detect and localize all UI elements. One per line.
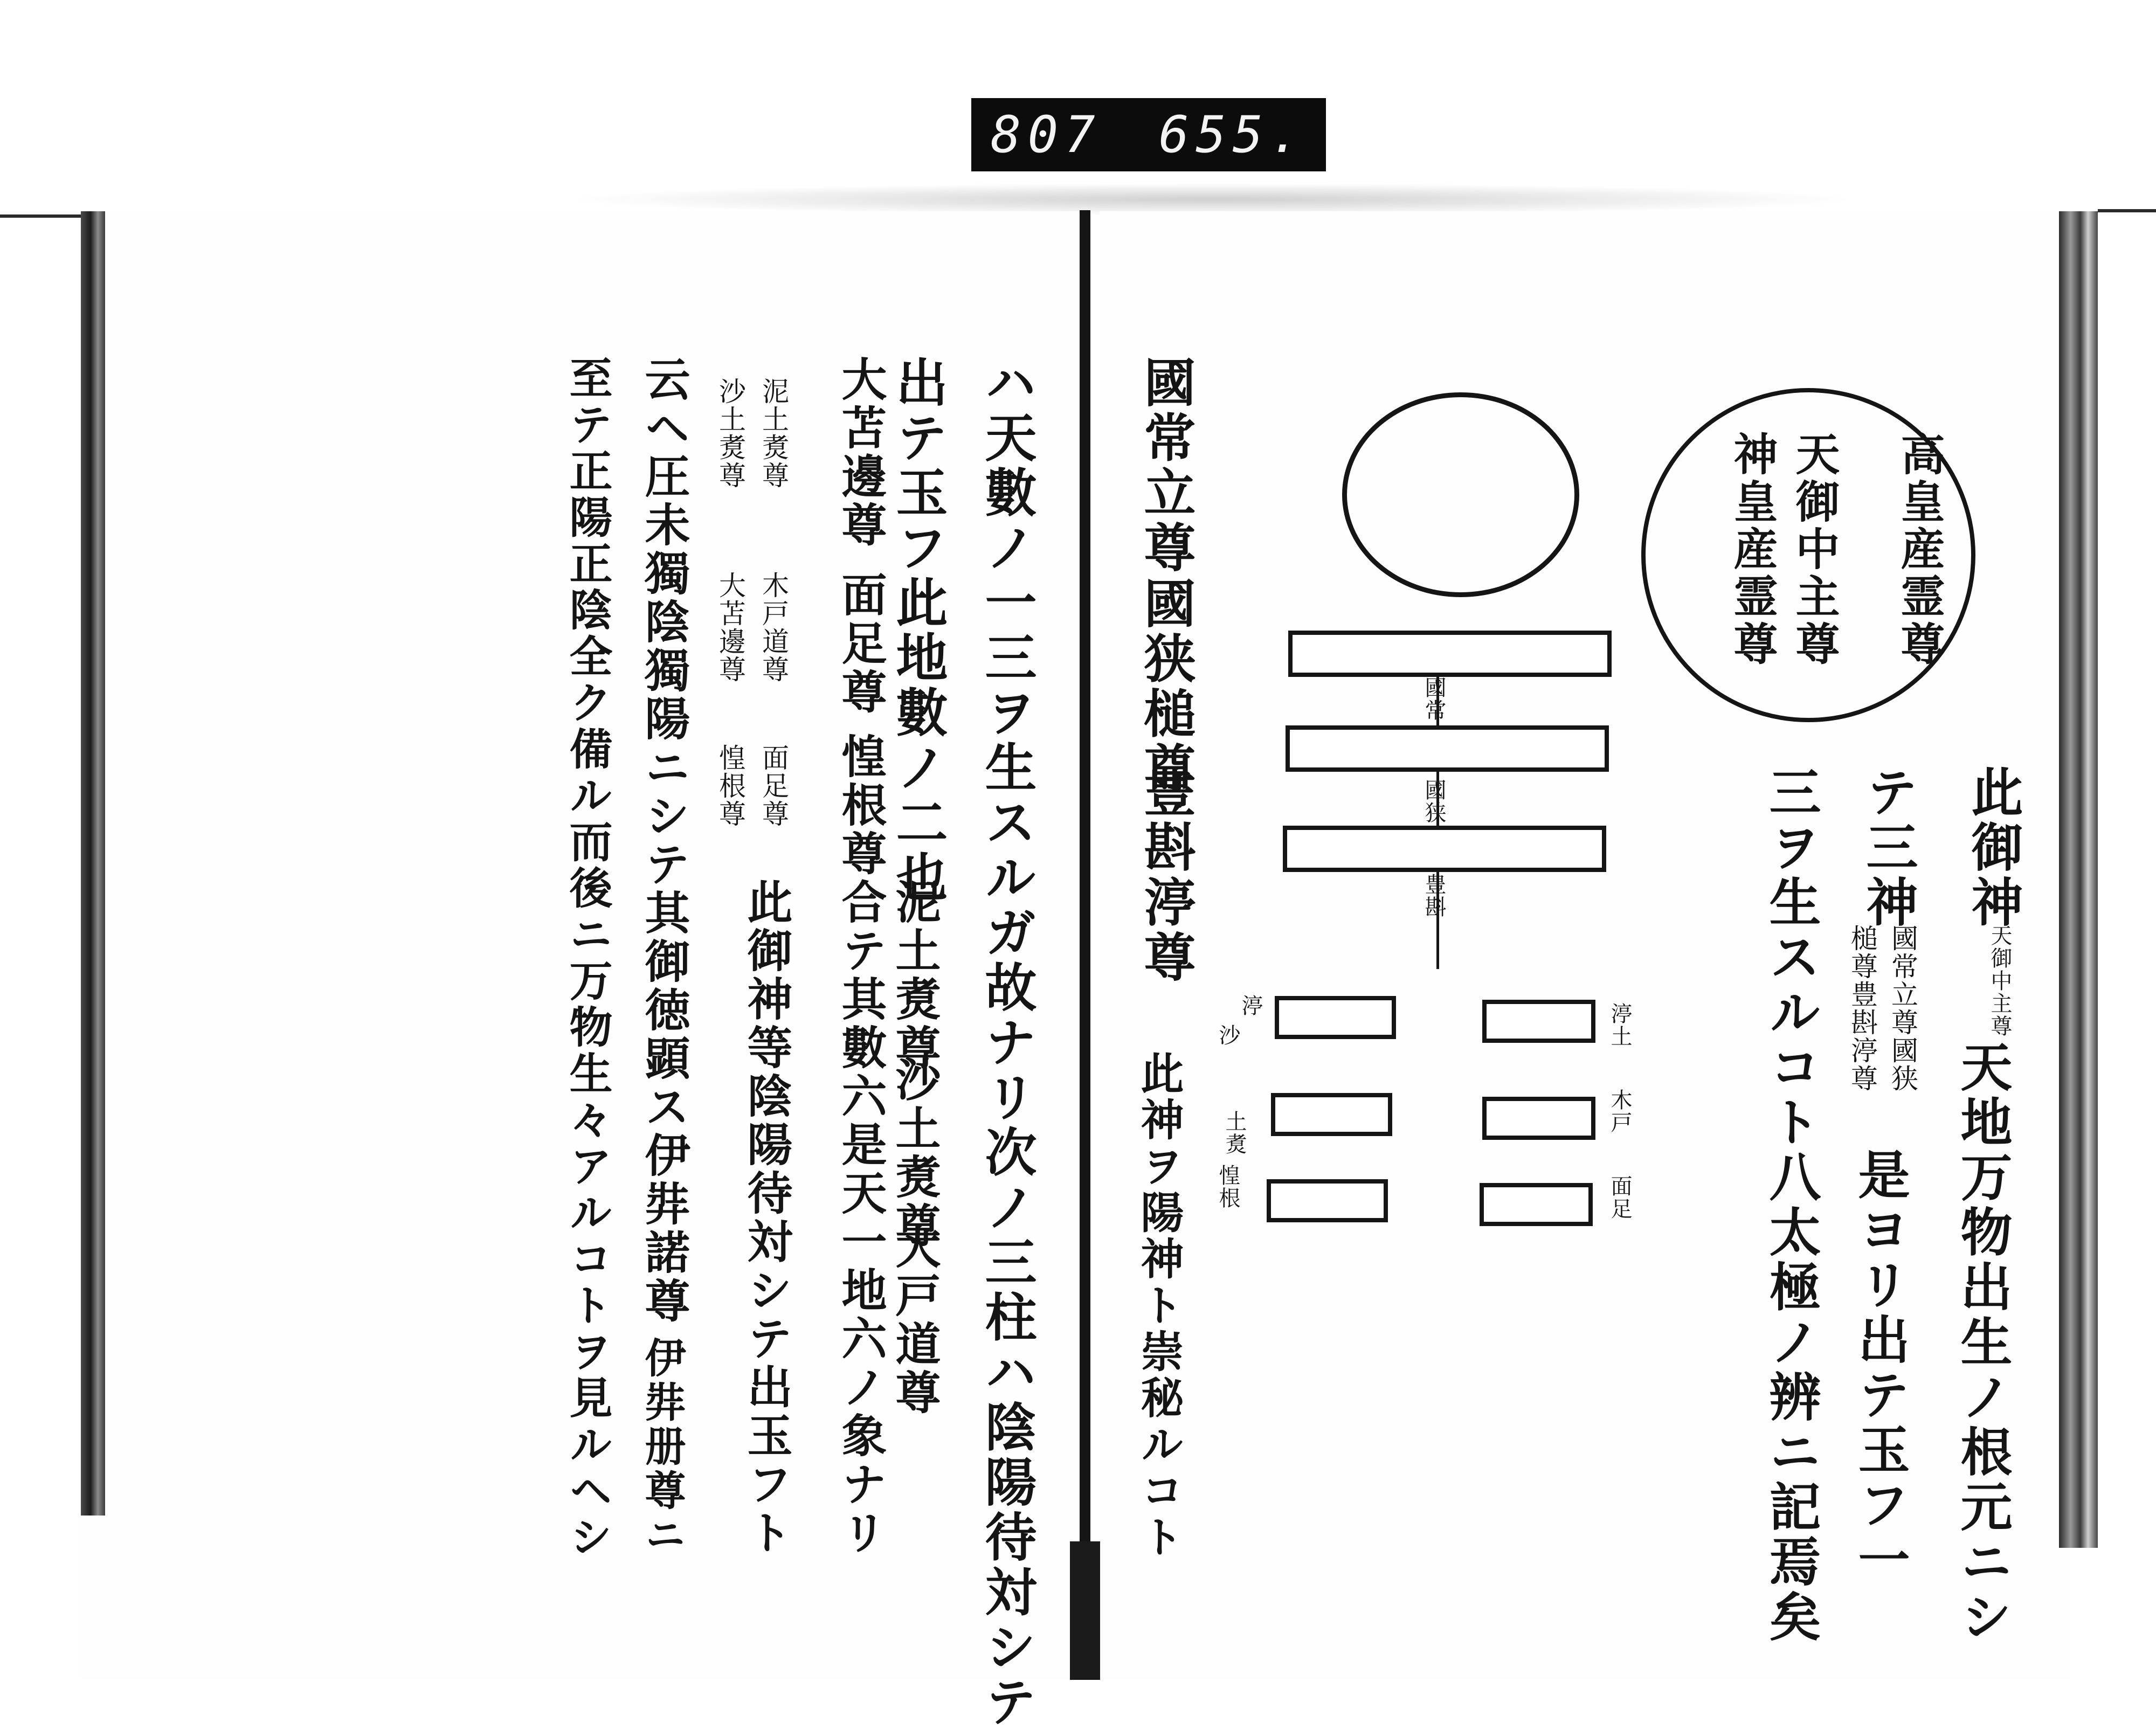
middle-text-col2: 此神ヲ陽神ト崇秘ルコト xyxy=(1134,1051,1184,1561)
right-text-line1: 此御神 xyxy=(1963,765,2024,930)
small-box-label-l1: 渟 xyxy=(1238,994,1263,1017)
binding-shadow xyxy=(566,183,1860,216)
left-text-c4c: 木戸道尊 xyxy=(758,571,789,683)
small-box-label-r2: 木戸 xyxy=(1607,1089,1632,1134)
book-spine xyxy=(1080,210,1090,1680)
great-circle-symbol xyxy=(1342,392,1579,597)
right-edge-line xyxy=(2098,209,2156,212)
small-box-r3 xyxy=(1480,1183,1593,1226)
left-text-c5: 此御神等陰陽待対シテ出玉フト xyxy=(740,878,793,1558)
left-book-edge xyxy=(81,211,105,1516)
small-box-l2 xyxy=(1271,1093,1392,1136)
left-text-c2: 出テ玉フ此地數ノ二也 xyxy=(888,356,949,905)
left-text-c4e: 面足尊 xyxy=(758,744,789,828)
left-text-c7: 至テ正陽正陰全ク備ル而後ニ万物生々アルコトヲ見ルヘシ xyxy=(562,356,613,1561)
circle-name-1: 高皇産霊尊 xyxy=(1894,431,1945,668)
right-text-line1-cont: 天地万物出生ノ根元ニシ xyxy=(1952,1040,2013,1645)
left-text-c3d: 泥土煑尊 xyxy=(888,878,942,1072)
left-text-c3b: 面足尊 xyxy=(834,571,888,717)
right-text-line3: 三ヲ生スルコト八太極ノ辨ニ記焉矣 xyxy=(1761,765,1822,1645)
spine-shadow xyxy=(1070,1541,1100,1680)
left-text-c3: 大苫邊尊 xyxy=(834,356,888,550)
right-text-line2-note-a: 國常立尊國狭 xyxy=(1887,924,1918,1092)
left-text-c6b: 伊弉册尊ニ xyxy=(638,1337,686,1558)
middle-text-col1: 國常立尊 xyxy=(1136,356,1197,576)
right-text-line2: テ三神 xyxy=(1858,765,1919,930)
left-edge-line xyxy=(0,214,81,218)
circle-name-3: 神皇産霊尊 xyxy=(1726,431,1778,668)
bar-label-3: 豊斟 xyxy=(1421,873,1446,918)
left-text-c3f: 大戸道尊 xyxy=(888,1223,942,1417)
left-text-c6: 云ヘ圧未獨陰獨陽ニシテ其御徳顕ス伊弉諾尊 xyxy=(638,356,691,1326)
circle-name-2: 天御中主尊 xyxy=(1788,431,1840,668)
middle-text-col1b: 國狭槌尊 xyxy=(1136,577,1197,797)
small-box-label-r1: 渟土 xyxy=(1607,1002,1632,1048)
trigram-bar-3 xyxy=(1283,826,1606,872)
trigram-bar-1 xyxy=(1288,631,1612,677)
small-box-l3 xyxy=(1267,1179,1388,1222)
right-text-line1-note: 天御中主尊 xyxy=(1987,924,2012,1037)
bar-label-2: 國狭 xyxy=(1421,779,1446,824)
trigram-bar-2 xyxy=(1286,725,1609,772)
middle-text-col1c: 豊斟渟尊 xyxy=(1136,765,1197,985)
bar-label-1: 國常 xyxy=(1421,676,1446,722)
left-text-c3e: 沙土煑尊 xyxy=(888,1056,942,1250)
small-box-label-l2: 土煑 xyxy=(1222,1110,1247,1155)
frame-number-left: 807 xyxy=(991,105,1102,164)
left-text-c4f: 惶根尊 xyxy=(715,744,746,828)
small-box-r2 xyxy=(1482,1097,1595,1140)
right-book-edge xyxy=(2059,211,2098,1548)
small-box-l1 xyxy=(1275,996,1396,1039)
left-text-c4a: 泥土煑尊 xyxy=(758,377,789,489)
left-text-c4b: 沙土煑尊 xyxy=(715,377,746,489)
left-text-c4d: 大苫邊尊 xyxy=(715,571,746,683)
right-text-line2-note-b: 槌尊豊斟渟尊 xyxy=(1847,924,1878,1092)
small-box-label-r3: 面足 xyxy=(1607,1175,1632,1220)
right-text-line2-cont: 是ヨリ出テ玉フ一 xyxy=(1850,1148,1911,1588)
frame-number-right: 655. xyxy=(1158,105,1307,164)
small-box-label-l3: 沙 xyxy=(1215,1024,1240,1047)
frame-number-plate xyxy=(971,98,1326,171)
small-box-r1 xyxy=(1482,1000,1595,1043)
left-text-c1: ハ天數ノ一三ヲ生スルガ故ナリ次ノ三柱ハ陰陽待対シテ xyxy=(977,356,1038,1730)
left-text-c3c: 惶根尊合テ其數六是天一地六ノ象ナリ xyxy=(834,733,888,1558)
small-box-label-l4: 惶根 xyxy=(1215,1164,1240,1209)
